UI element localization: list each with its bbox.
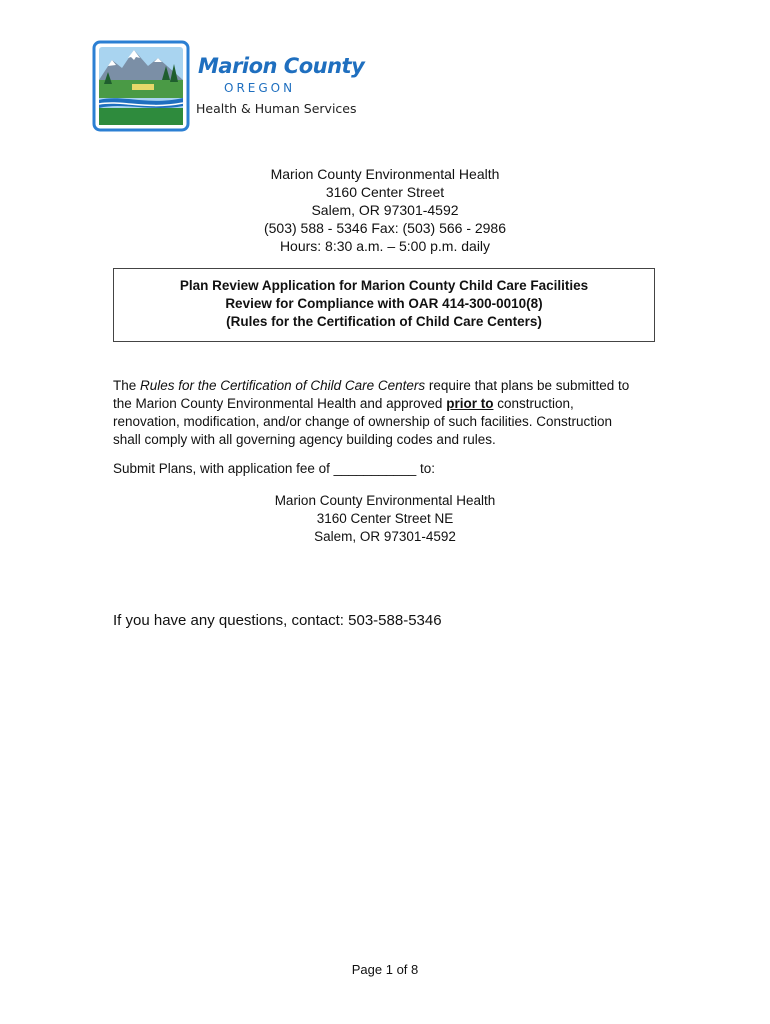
intro-line-3: renovation, modification, and/or change of ownership of such facilities. Construction [113, 414, 613, 429]
intro-paragraph [113, 377, 658, 449]
submission-address [0, 492, 770, 546]
title-line: Review for Compliance with OAR 414-300-0010(8) [225, 296, 543, 311]
header-line: 3160 Center Street [325, 184, 445, 200]
logo-title: Marion County [198, 54, 365, 78]
header-line: (503) 588 - 5346 Fax: (503) 566 - 2986 [263, 220, 507, 236]
logo-subtitle: OREGON [224, 81, 296, 95]
intro-line2-suffix: construction, [493, 396, 574, 411]
title-line: (Rules for the Certification of Child Care Centers) [226, 314, 542, 329]
submit-plans-text: Submit Plans, with application fee of ___________ to: [113, 461, 435, 476]
application-title-box [113, 268, 655, 342]
intro-line2-prefix: the Marion County Environmental Health and approved [113, 396, 447, 411]
intro-prefix: The [113, 378, 141, 393]
address-line: Salem, OR 97301-4592 [314, 529, 456, 544]
logo-tagline: Health & Human Services [196, 101, 357, 116]
header-line: Hours: 8:30 a.m. – 5:00 p.m. daily [279, 238, 491, 254]
marion-county-logo [92, 40, 372, 134]
title-line: Plan Review Application for Marion County Child Care Facilities [179, 278, 589, 293]
header-line: Salem, OR 97301-4592 [311, 202, 459, 218]
landscape-badge-icon [92, 40, 190, 132]
contact-text: If you have any questions, contact: 503-588-5346 [113, 612, 442, 629]
page-number: Page 1 of 8 [351, 962, 419, 977]
rules-title: Rules for the Certification of Child Care Centers [140, 378, 426, 393]
intro-line-1 [113, 377, 658, 395]
intro-line1-suffix: require that plans be submitted to [425, 378, 630, 393]
prior-to-emphasis: prior to [446, 396, 494, 411]
address-line: Marion County Environmental Health [274, 493, 496, 508]
address-line: 3160 Center Street NE [316, 511, 454, 526]
intro-line-4: shall comply with all governing agency building codes and rules. [113, 432, 496, 447]
intro-line-2 [113, 395, 658, 413]
office-contact-header [0, 165, 770, 255]
header-line: Marion County Environmental Health [270, 166, 500, 182]
